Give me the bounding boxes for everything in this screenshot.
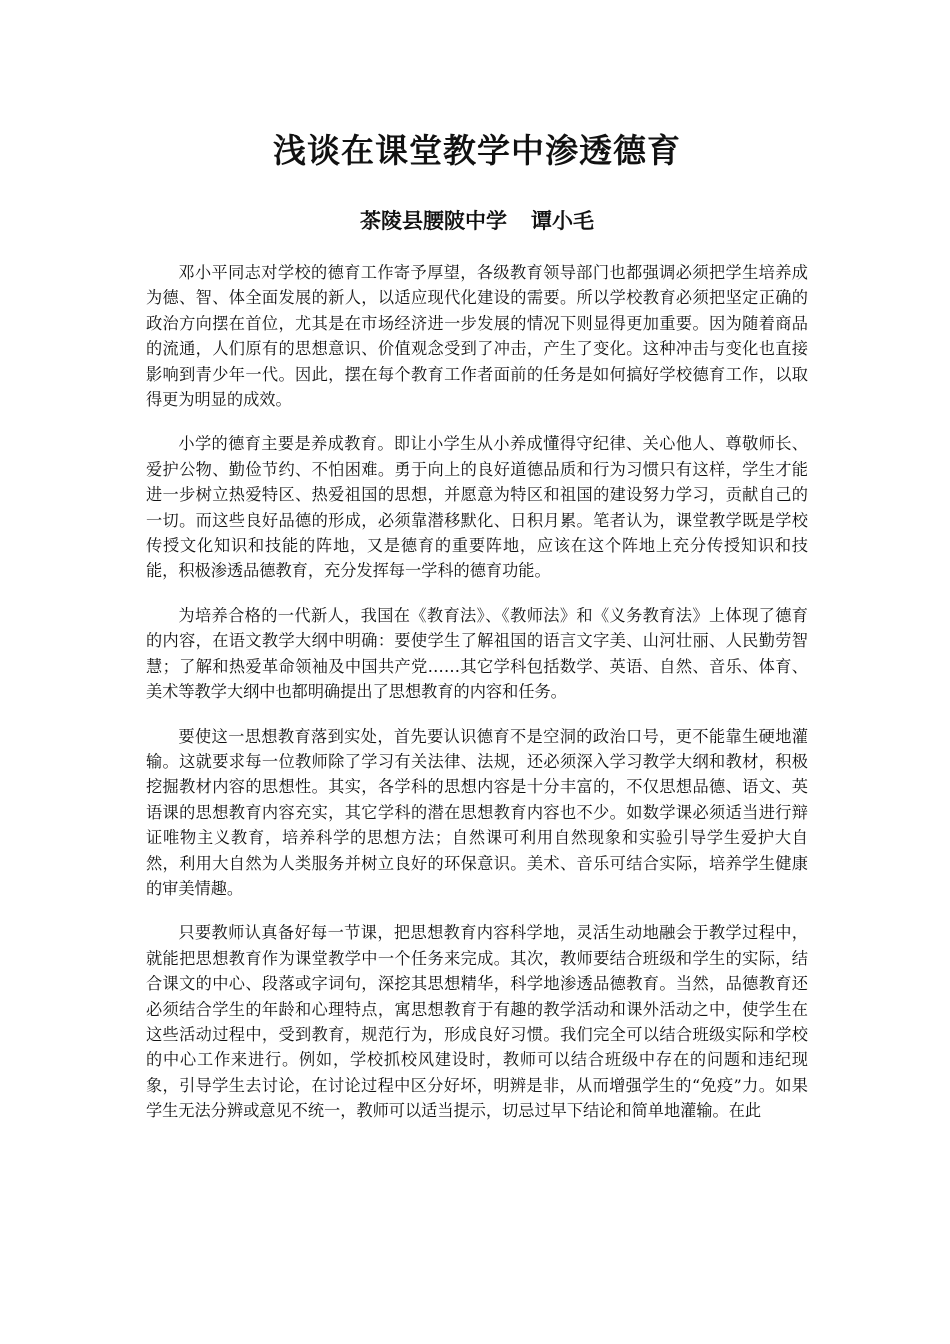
body-paragraph: 小学的德育主要是养成教育。即让小学生从小养成懂得守纪律、关心他人、尊敬师长、爱护公物、勤俭节约、不怕困难。勇于向上的良好道德品质和行为习惯只有这样，学生才能进一步树立热爱特区、热爱祖国的思想，并愿意为特区和祖国的建设努力学习，贡献自己的一切。而这些良好品德的形成，必须靠潜移默化、日积月累。笔者认为，课堂教学既是学校传授文化知识和技能的阵地，又是德育的重要阵地，应该在这个阵地上充分传授知识和技能，积极渗透品德教育，充分发挥每一学科的德育功能。 (146, 434, 808, 581)
body-paragraph: 为培养合格的一代新人，我国在《教育法》、《教师法》和《义务教育法》上体现了德育的内容，在语文教学大纲中明确：要使学生了解祖国的语言文字美、山河壮丽、人民勤劳智慧；了解和热爱革命领袖及中国共产党……其它学科包括数学、英语、自然、音乐、体育、美术等教学大纲中也都明确提出了思想教育的内容和任务。 (146, 605, 808, 702)
document-title: 浅谈在课堂教学中渗透德育 (273, 131, 681, 170)
body-paragraph: 要使这一思想教育落到实处，首先要认识德育不是空洞的政治口号，更不能靠生硬地灌输。这就要求每一位教师除了学习有关法律、法规，还必须深入学习教学大纲和教材，积极挖掘教材内容的思想性。其实，各学科的思想内容是十分丰富的，不仅思想品德、语文、英语课的思想教育内容充实，其它学科的潜在思想教育内容也不少。如数学课必须适当进行辩证唯物主义教育，培养科学的思想方法；自然课可利用自然现象和实验引导学生爱护大自然，利用大自然为人类服务并树立良好的环保意识。美术、音乐可结合实际，培养学生健康的审美情趣。 (146, 726, 808, 898)
document-body (146, 260, 808, 1124)
author-name: 谭小毛 (531, 208, 594, 233)
document-page (146, 126, 808, 1143)
author-byline (146, 206, 808, 236)
author-school: 茶陵县腰陂中学 (360, 208, 507, 233)
body-paragraph: 只要教师认真备好每一节课，把思想教育内容科学地，灵活生动地融会于教学过程中，就能把思想教育作为课堂教学中一个任务来完成。其次，教师要结合班级和学生的实际，结合课文的中心、段落或字词句，深挖其思想精华，科学地渗透品德教育。当然，品德教育还必须结合学生的年龄和心理特点，寓思想教育于有趣的教学活动和课外活动之中，使学生在这些活动过程中，受到教育，规范行为，形成良好习惯。我们完全可以结合班级实际和学校的中心工作来进行。例如，学校抓校风建设时，教师可以结合班级中存在的问题和违纪现象，引导学生去讨论，在讨论过程中区分好坏，明辨是非，从而增强学生的“免疫”力。如果学生无法分辨或意见不统一，教师可以适当提示，切忌过早下结论和简单地灌输。在此 (146, 923, 808, 1121)
body-paragraph: 邓小平同志对学校的德育工作寄予厚望，各级教育领导部门也都强调必须把学生培养成为德、智、体全面发展的新人，以适应现代化建设的需要。所以学校教育必须把坚定正确的政治方向摆在首位，尤其是在市场经济进一步发展的情况下则显得更加重要。因为随着商品的流通，人们原有的思想意识、价值观念受到了冲击，产生了变化。这种冲击与变化也直接影响到青少年一代。因此，摆在每个教育工作者面前的任务是如何搞好学校德育工作，以取得更为明显的成效。 (146, 263, 808, 410)
